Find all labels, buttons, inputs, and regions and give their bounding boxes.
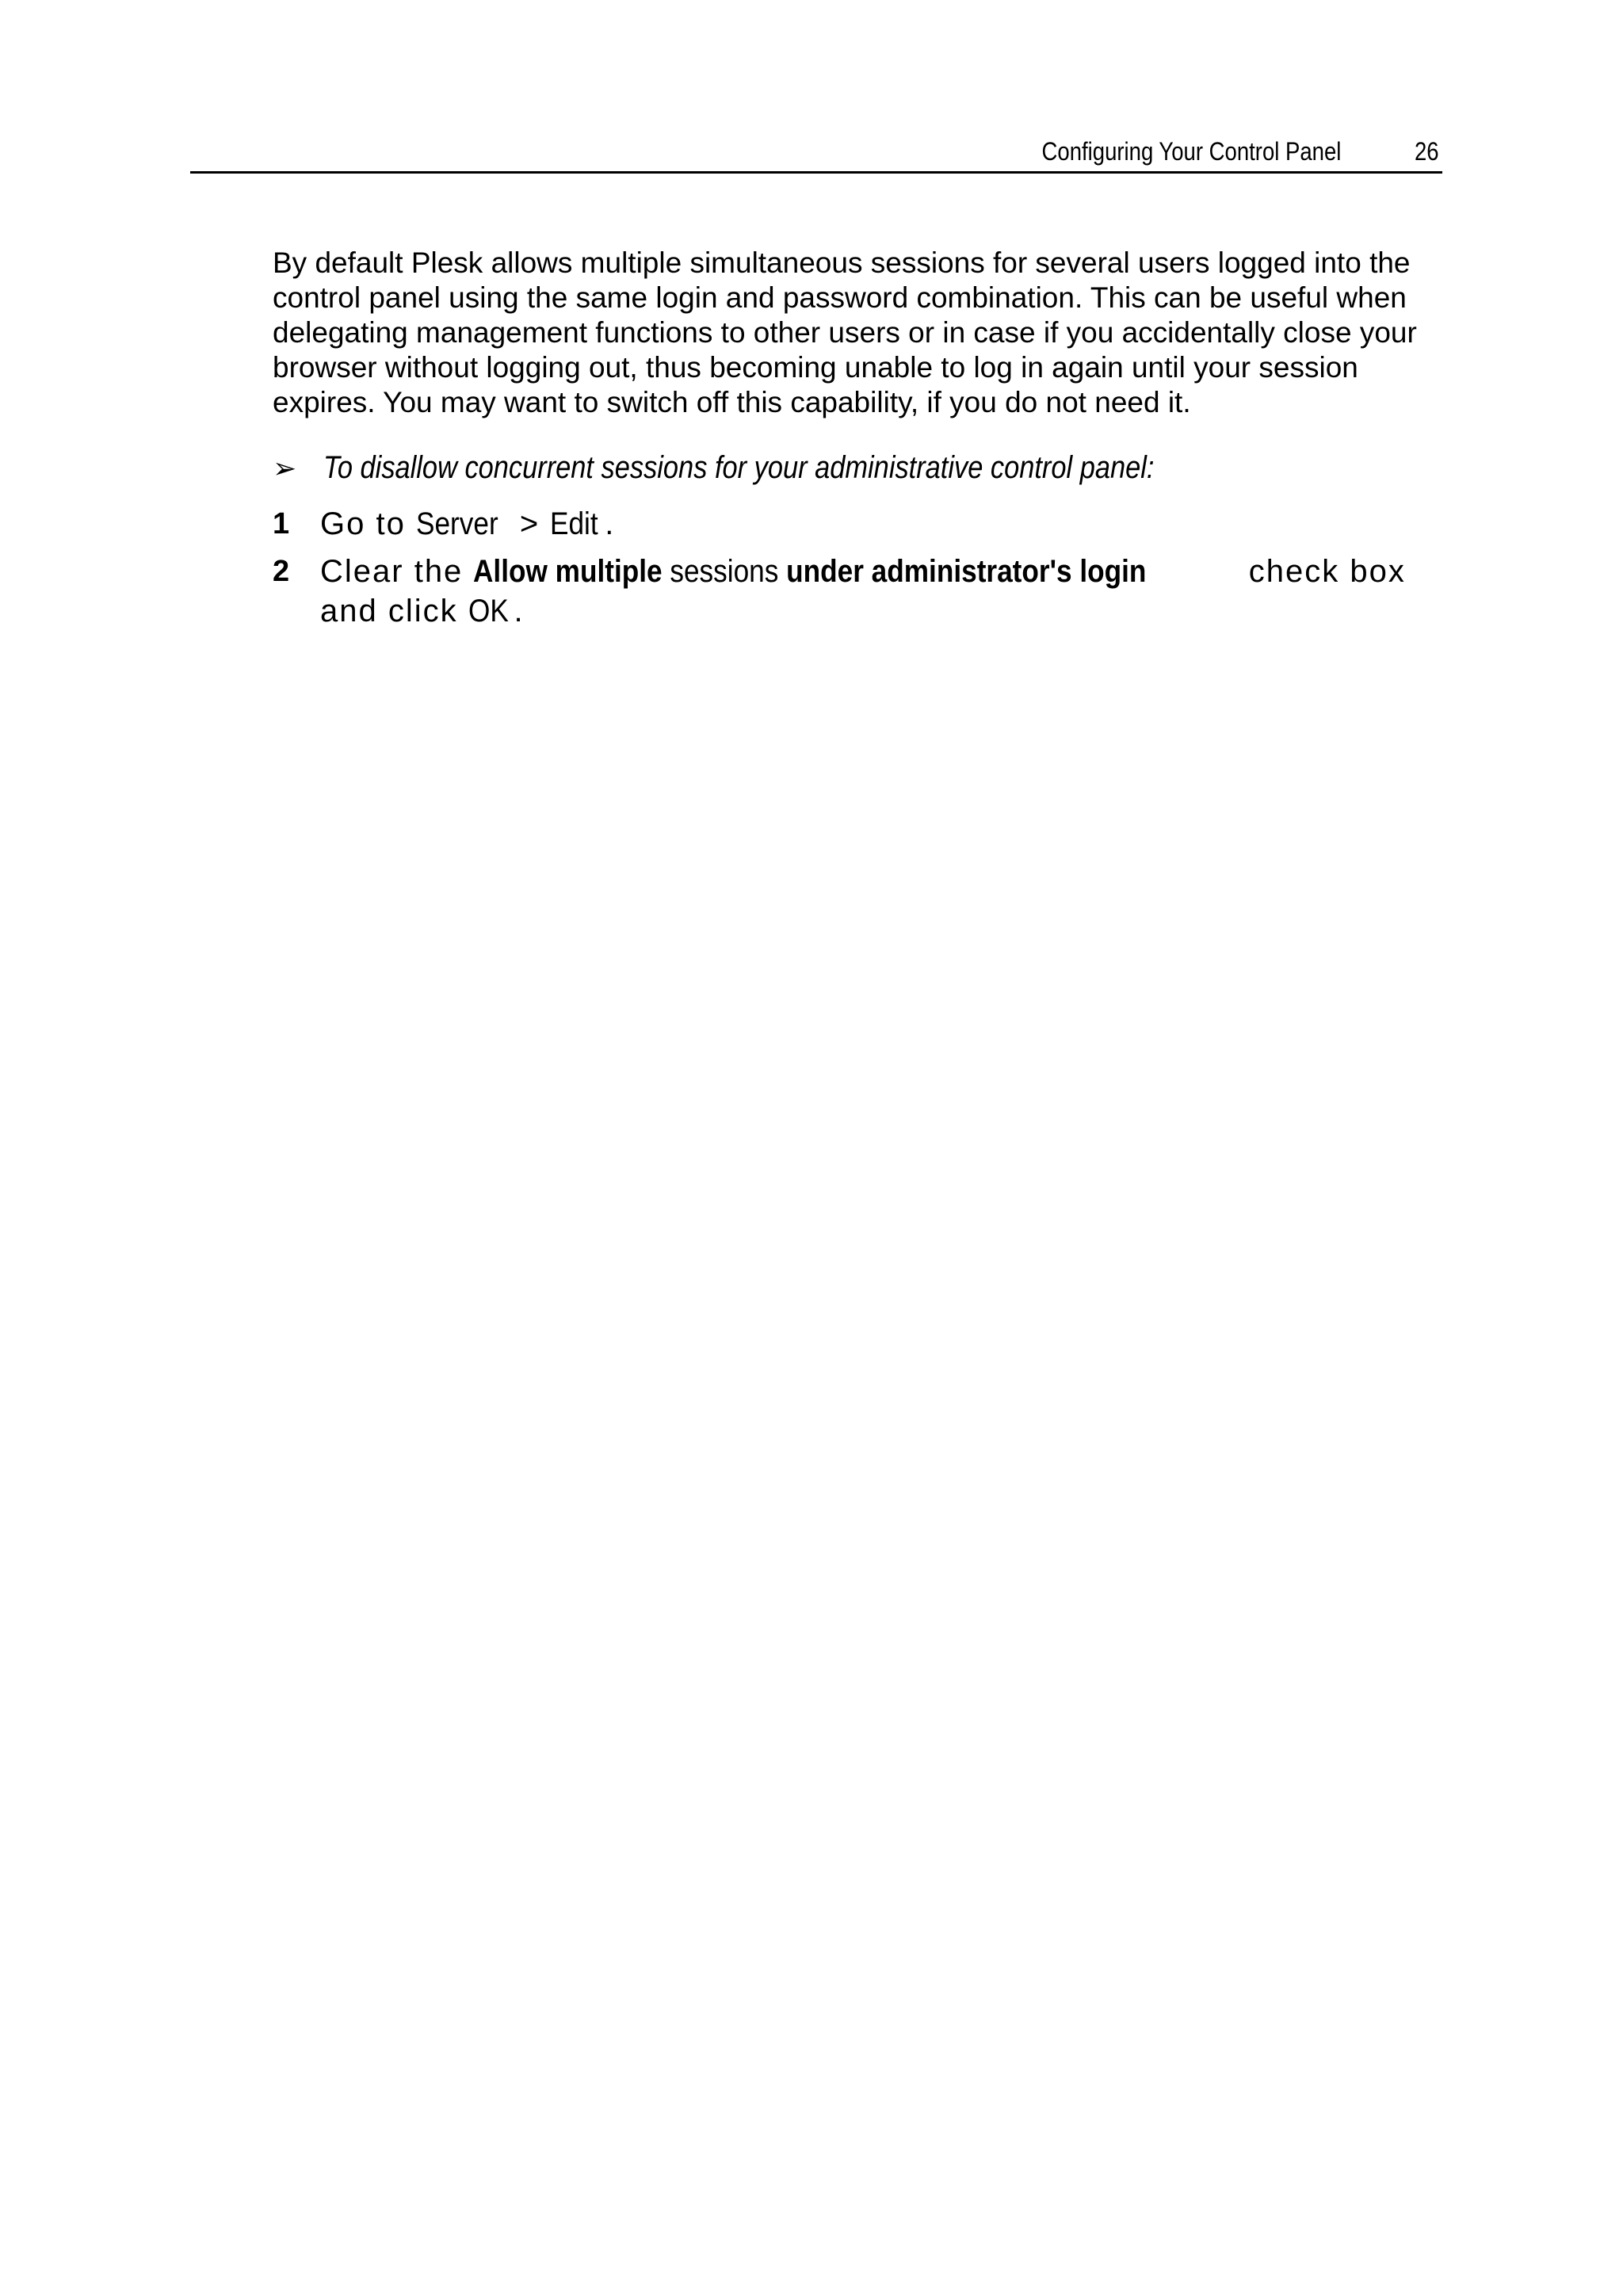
step-text-suffix: . (514, 594, 525, 628)
body-paragraph: By default Plesk allows multiple simultaneous sessions for several users logged into the control panel using the same login and password combination. This can be useful when delegating management functions to other users or in case if you accidentally close your browser without logging out, thus becoming unable to log in again until your session expires. You may want to switch off this capability, if you do not need it. (273, 246, 1417, 418)
ui-term-part: under (778, 554, 865, 589)
ui-term-edit: Edit (550, 506, 599, 541)
step-number: 2 (273, 555, 290, 588)
ui-term-part: administrator's login (864, 554, 1147, 589)
step-text-suffix: . (605, 506, 616, 541)
ui-term-ok: OK (468, 594, 509, 628)
arrow-bullet-icon: ➢ (273, 452, 297, 484)
running-header-title: Configuring Your Control Panel (1041, 137, 1341, 166)
ui-term-part: Allow multiple (473, 554, 663, 589)
procedure-title-text: To disallow concurrent sessions for your administrative control panel: (323, 450, 1155, 485)
procedure-title (273, 450, 1438, 486)
page-number: 26 (1415, 137, 1439, 166)
step-text-middle: check box and click (320, 554, 1406, 628)
ui-term-part: sessions (663, 554, 779, 589)
step-text-separator: > (509, 506, 551, 541)
page-header (190, 133, 1442, 174)
step-text (320, 552, 1438, 631)
step-text-prefix: Clear the (320, 554, 474, 589)
ui-term-server: Server (415, 506, 498, 541)
ui-term-checkbox-label (473, 552, 1146, 591)
step-2 (273, 552, 1438, 631)
step-text-prefix: Go to (320, 506, 416, 541)
step-text (320, 504, 1438, 544)
step-number: 1 (273, 507, 290, 541)
step-1 (273, 504, 1438, 544)
